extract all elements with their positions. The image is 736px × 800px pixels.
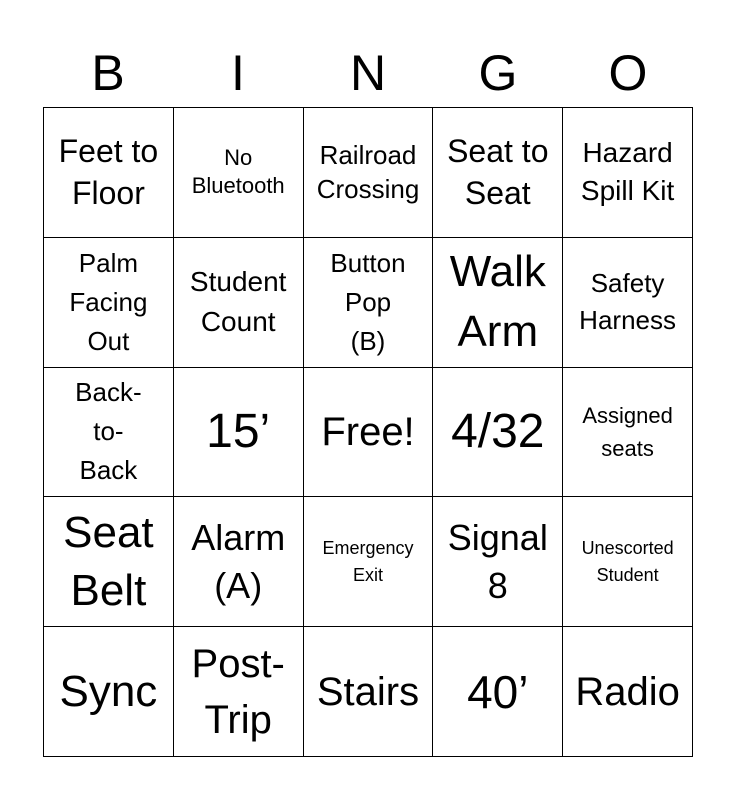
bingo-cell-r4c5[interactable] (563, 497, 693, 627)
cell-text: Walk Arm (449, 247, 546, 357)
cell-text: Sync (59, 666, 158, 716)
cell-text: Stairs (316, 669, 420, 714)
cell-text: 40’ (467, 665, 529, 718)
cell-text: Feet to Floor (58, 133, 159, 212)
header-letter-b: B (91, 45, 125, 101)
bingo-cell-r2c4[interactable] (433, 238, 563, 368)
bingo-cell-r5c5[interactable] (563, 627, 693, 757)
bingo-cell-r2c1[interactable] (44, 238, 174, 368)
cell-text: Safety Harness (579, 268, 676, 336)
bingo-cell-r5c1[interactable] (44, 627, 174, 757)
bingo-header (43, 40, 693, 106)
bingo-cell-r4c1[interactable] (44, 497, 174, 627)
bingo-card-grid (43, 107, 693, 757)
cell-text: No Bluetooth (191, 145, 285, 199)
bingo-cell-r3c1[interactable] (44, 368, 174, 498)
cell-text: Palm Facing Out (69, 247, 148, 356)
cell-text: 4/32 (451, 404, 545, 458)
bingo-cell-r4c2[interactable] (174, 497, 304, 627)
bingo-cell-r1c5[interactable] (563, 108, 693, 238)
header-letter-i: I (231, 45, 245, 101)
bingo-cell-r1c4[interactable] (433, 108, 563, 238)
cell-text: Free! (321, 409, 415, 454)
bingo-cell-r4c4[interactable] (433, 497, 563, 627)
cell-text: Signal 8 (447, 516, 548, 606)
bingo-cell-r2c5[interactable] (563, 238, 693, 368)
cell-text: Seat to Seat (447, 133, 549, 212)
bingo-cell-r3c3[interactable] (304, 368, 434, 498)
bingo-cell-r4c3[interactable] (304, 497, 434, 627)
cell-text: Hazard Spill Kit (580, 137, 675, 207)
cell-text: Radio (575, 669, 680, 714)
bingo-cell-r2c2[interactable] (174, 238, 304, 368)
bingo-cell-r5c2[interactable] (174, 627, 304, 757)
cell-text: Student Count (189, 266, 287, 338)
bingo-cell-r3c5[interactable] (563, 368, 693, 498)
bingo-cell-r2c3[interactable] (304, 238, 434, 368)
bingo-cell-r5c3[interactable] (304, 627, 434, 757)
cell-text: Railroad Crossing (316, 140, 420, 205)
cell-text: Assigned seats (582, 402, 673, 461)
bingo-cell-r3c4[interactable] (433, 368, 563, 498)
bingo-cell-r5c4[interactable] (433, 627, 563, 757)
cell-text: Emergency Exit (322, 537, 414, 585)
header-letter-g: G (478, 45, 518, 101)
header-letter-o: O (608, 45, 648, 101)
cell-text: Alarm (A) (191, 516, 286, 606)
bingo-cell-r1c2[interactable] (174, 108, 304, 238)
header-letter-n: N (349, 45, 387, 101)
bingo-cell-r1c3[interactable] (304, 108, 434, 238)
bingo-cell-r1c1[interactable] (44, 108, 174, 238)
cell-text: Post- Trip (191, 641, 285, 742)
cell-text: Button Pop (B) (330, 247, 406, 356)
bingo-cell-r3c2[interactable] (174, 368, 304, 498)
cell-text: 15’ (206, 404, 271, 458)
cell-text: Back- to- Back (75, 377, 142, 486)
cell-text: Seat Belt (63, 507, 154, 615)
cell-text: Unescorted Student (581, 537, 674, 585)
